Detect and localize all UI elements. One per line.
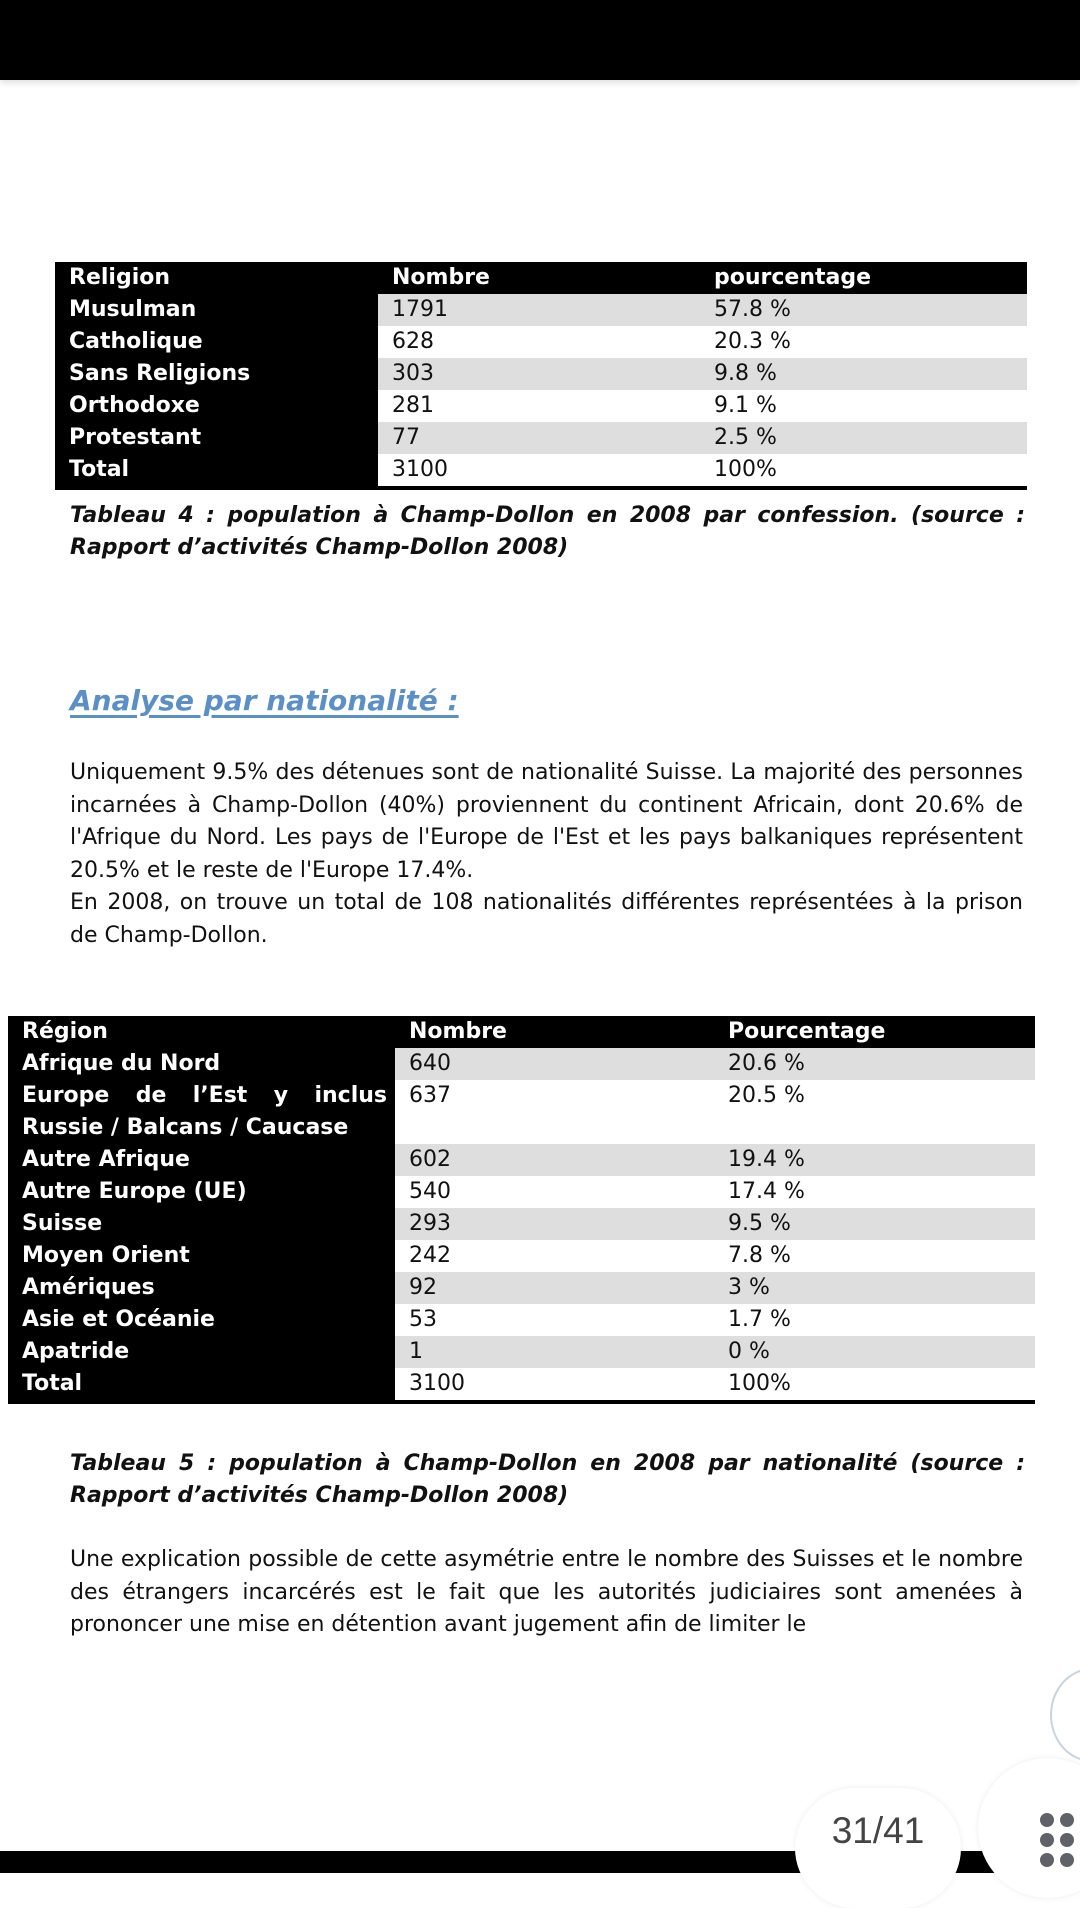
religion-table xyxy=(55,262,1027,490)
dot xyxy=(1040,1833,1054,1847)
row-percent: 2.5 % xyxy=(700,422,1027,454)
grid-dots-icon[interactable] xyxy=(1040,1813,1074,1867)
row-label-line2: Russie / Balcans / Caucase xyxy=(22,1115,349,1140)
header-pourcentage: Pourcentage xyxy=(714,1016,1035,1048)
row-label: Autre Europe (UE) xyxy=(8,1176,395,1208)
row-percent: 100% xyxy=(714,1368,1035,1402)
row-label: Total xyxy=(55,454,378,488)
row-label xyxy=(8,1080,395,1144)
top-app-bar xyxy=(0,0,1080,80)
header-religion: Religion xyxy=(55,262,378,294)
nationality-table xyxy=(8,1016,1035,1404)
row-percent: 1.7 % xyxy=(714,1304,1035,1336)
row-percent: 3 % xyxy=(714,1272,1035,1304)
row-count: 540 xyxy=(395,1176,714,1208)
table4-caption: Tableau 4 : population à Champ-Dollon en 2008 par confession. (source : Rapport d’activités Champ-Dollon 2008) xyxy=(70,503,1025,560)
row-percent: 100% xyxy=(700,454,1027,488)
closing-paragraph: Une explication possible de cette asymétrie entre le nombre des Suisses et le nombre des étrangers incarcérés est le fait que les autorités judiciaires sont amenées à prononcer une mise en détention avant jugement afin de limiter le xyxy=(70,1547,1023,1637)
page-indicator: 31/41 xyxy=(831,1810,925,1851)
table-total-row xyxy=(8,1368,1035,1402)
dot xyxy=(1060,1833,1074,1847)
row-percent: 57.8 % xyxy=(700,294,1027,326)
row-label: Orthodoxe xyxy=(55,390,378,422)
row-label: Suisse xyxy=(8,1208,395,1240)
table-row xyxy=(8,1080,1035,1144)
table-header-row xyxy=(55,262,1027,294)
table-row xyxy=(8,1144,1035,1176)
table-total-row xyxy=(55,454,1027,488)
row-count: 640 xyxy=(395,1048,714,1080)
dot xyxy=(1040,1853,1054,1867)
table-row xyxy=(8,1336,1035,1368)
row-percent: 7.8 % xyxy=(714,1240,1035,1272)
row-count: 281 xyxy=(378,390,700,422)
row-percent: 0 % xyxy=(714,1336,1035,1368)
row-percent: 20.3 % xyxy=(700,326,1027,358)
header-pourcentage: pourcentage xyxy=(700,262,1027,294)
paragraph-text-1: Uniquement 9.5% des détenues sont de nationalité Suisse. La majorité des personnes incarnées à Champ-Dollon (40%) proviennent du continent Africain, dont 20.6% de l'Afrique du Nord. Les pays de l'Europe de l'Est et les pays balkaniques représentent 20.5% et le reste de l'Europe 17.4%. xyxy=(70,760,1023,883)
row-count: 3100 xyxy=(378,454,700,488)
row-label: Autre Afrique xyxy=(8,1144,395,1176)
table-row xyxy=(8,1304,1035,1336)
row-count: 293 xyxy=(395,1208,714,1240)
row-count: 602 xyxy=(395,1144,714,1176)
table-row xyxy=(8,1208,1035,1240)
paragraph-text-2: En 2008, on trouve un total de 108 nationalités différentes représentées à la prison de Champ-Dollon. xyxy=(70,890,1023,948)
row-label: Catholique xyxy=(55,326,378,358)
row-count: 77 xyxy=(378,422,700,454)
row-label-line1: Europe de l’Est y inclus xyxy=(22,1083,387,1108)
row-percent: 9.8 % xyxy=(700,358,1027,390)
table-row xyxy=(8,1176,1035,1208)
table-header-row xyxy=(8,1016,1035,1048)
dot xyxy=(1060,1813,1074,1827)
header-region: Région xyxy=(8,1016,395,1048)
section-heading: Analyse par nationalité : xyxy=(70,684,459,717)
row-label: Musulman xyxy=(55,294,378,326)
row-count: 303 xyxy=(378,358,700,390)
row-percent: 17.4 % xyxy=(714,1176,1035,1208)
row-percent: 9.1 % xyxy=(700,390,1027,422)
table-row xyxy=(55,390,1027,422)
row-count: 637 xyxy=(395,1080,714,1144)
dot xyxy=(1040,1813,1054,1827)
row-count: 92 xyxy=(395,1272,714,1304)
row-label: Moyen Orient xyxy=(8,1240,395,1272)
row-label: Total xyxy=(8,1368,395,1402)
row-label: Afrique du Nord xyxy=(8,1048,395,1080)
row-label: Protestant xyxy=(55,422,378,454)
dot xyxy=(1060,1853,1074,1867)
row-count: 3100 xyxy=(395,1368,714,1402)
row-label: Amériques xyxy=(8,1272,395,1304)
table-row xyxy=(55,358,1027,390)
row-count: 1 xyxy=(395,1336,714,1368)
row-label: Asie et Océanie xyxy=(8,1304,395,1336)
row-percent: 9.5 % xyxy=(714,1208,1035,1240)
table-row xyxy=(55,294,1027,326)
row-percent: 20.5 % xyxy=(714,1080,1035,1144)
table-row xyxy=(8,1240,1035,1272)
table5-caption: Tableau 5 : population à Champ-Dollon en 2008 par nationalité (source : Rapport d’activités Champ-Dollon 2008) xyxy=(70,1451,1025,1508)
table-row xyxy=(55,422,1027,454)
row-count: 53 xyxy=(395,1304,714,1336)
row-percent: 20.6 % xyxy=(714,1048,1035,1080)
row-label: Sans Religions xyxy=(55,358,378,390)
row-count: 628 xyxy=(378,326,700,358)
table-row xyxy=(55,326,1027,358)
table-row xyxy=(8,1272,1035,1304)
row-label: Apatride xyxy=(8,1336,395,1368)
nationality-paragraph xyxy=(70,757,1023,952)
scroll-handle-button[interactable] xyxy=(1050,1668,1080,1762)
header-nombre: Nombre xyxy=(378,262,700,294)
header-nombre: Nombre xyxy=(395,1016,714,1048)
row-percent: 19.4 % xyxy=(714,1144,1035,1176)
table-row xyxy=(8,1048,1035,1080)
row-count: 242 xyxy=(395,1240,714,1272)
row-count: 1791 xyxy=(378,294,700,326)
